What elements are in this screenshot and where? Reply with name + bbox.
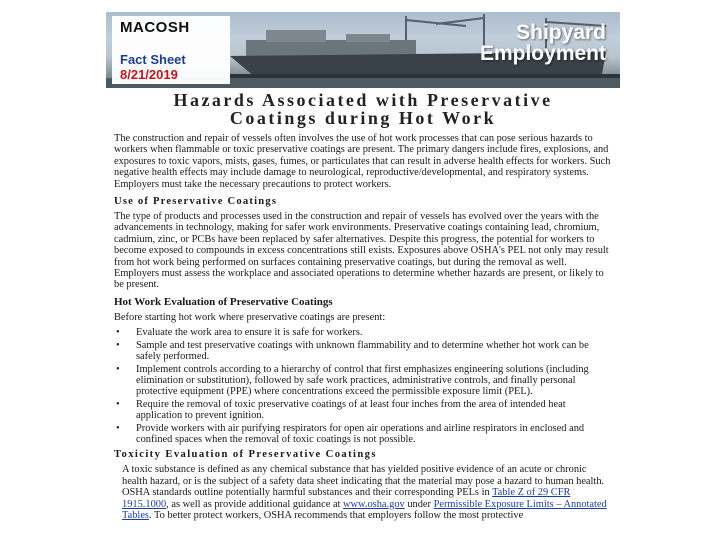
section-heading-toxicity: Toxicity Evaluation of Preservative Coatings <box>114 449 377 461</box>
evaluation-lead: Before starting hot work where preservative coatings are present: <box>114 311 386 323</box>
section-heading-evaluation: Hot Work Evaluation of Preservative Coatings <box>114 295 333 308</box>
bullet-icon: • <box>116 398 120 410</box>
bullet-icon: • <box>116 327 120 339</box>
topic-line-1: Shipyard <box>516 21 606 44</box>
toxicity-paragraph <box>122 464 608 521</box>
list-item <box>114 364 612 398</box>
list-item <box>114 399 612 422</box>
list-item-text: Provide workers with air purifying respirators for open air operations and airline respirators in enclosed and confined spaces when the removal of toxic coatings is not possible. <box>136 422 585 445</box>
topic-line-2: Employment <box>479 42 606 65</box>
title-line-2: Coatings during Hot Work <box>229 108 497 128</box>
toxicity-text-4: . To better protect workers, OSHA recommends that employers follow the most protective <box>148 509 524 521</box>
publication-date: 8/21/2019 <box>120 67 178 82</box>
pel-tables-link[interactable]: Permissible Exposure Limits – Annotated Tables <box>122 498 607 521</box>
list-item <box>114 423 612 446</box>
evaluation-bullet-list <box>106 327 620 445</box>
toxicity-text-3: under <box>404 498 434 510</box>
list-item-text: Implement controls according to a hierarchy of control that first emphasizes engineering solutions (including elimination or substitution), followed by safe work practices, administrative controls, and finally personal protective equipment (PPE) where concentrations exceed the permissible exposure limit (PEL). <box>136 363 589 398</box>
bullet-icon: • <box>116 339 120 351</box>
intro-paragraph: The construction and repair of vessels often involves the use of hot work processes that can pose serious hazards to workers when flammable or toxic preservative coatings are present. The primary dangers include fires, explosions, and exposures to toxic vapors, mists, gases, fumes, or particulates that can result in adverse health effects for workers. Such negative health effects may include damage to neurological, reproductive/developmental, and respiratory systems. Employers must take the necessary precautions to protect workers. <box>114 133 611 190</box>
fact-sheet-document <box>106 12 620 540</box>
header-banner <box>106 12 620 88</box>
toxicity-text-2: , as well as provide additional guidance at <box>166 498 344 510</box>
section-heading-use: Use of Preservative Coatings <box>114 196 278 208</box>
org-name: MACOSH <box>120 19 190 36</box>
list-item-text: Require the removal of toxic preservative coatings of at least four inches from the area of intended heat application to prevent ignition. <box>136 398 566 422</box>
bullet-icon: • <box>116 363 120 375</box>
topic-title <box>480 22 606 64</box>
table-z-link[interactable]: Table Z of 29 CFR 1915.1000 <box>122 487 571 510</box>
list-item <box>114 340 612 363</box>
list-item-text: Evaluate the work area to ensure it is safe for workers. <box>136 327 363 339</box>
toxicity-text-1: A toxic substance is defined as any chemical substance that has yielded positive evidence of an acute or chronic health hazard, or is the subject of a safety data sheet indicating that the material may pose a hazard to human health. OSHA standards outline potentially harmful substances and their corresponding PELs in <box>122 464 605 499</box>
list-item <box>114 327 612 338</box>
bullet-icon: • <box>116 422 120 434</box>
osha-website-link[interactable]: www.osha.gov <box>343 498 405 510</box>
document-title <box>106 91 620 127</box>
title-line-1: Hazards Associated with Preservative <box>173 90 553 110</box>
list-item-text: Sample and test preservative coatings with unknown flammability and to determine whether hot work can be safely performed. <box>136 339 589 363</box>
use-paragraph: The type of products and processes used in the construction and repair of vessels has evolved over the years with the advancements in technology, making for safer work environments. Preservative coatings containing lead, chromium, cadmium, zinc, or PCBs have been replaced by safer alternatives. Despite this progress, the potential for workers to become exposed to compounds in excess concentrations still exists. Exposures above OSHA's PEL not only may result from hot work being performed on surfaces containing preservative coatings, but during the removal as well. Employers must assess the workplace and associated operations to determine whether hazards are present, or likely to be present. <box>114 211 609 291</box>
fact-sheet-label: Fact Sheet <box>120 52 186 67</box>
